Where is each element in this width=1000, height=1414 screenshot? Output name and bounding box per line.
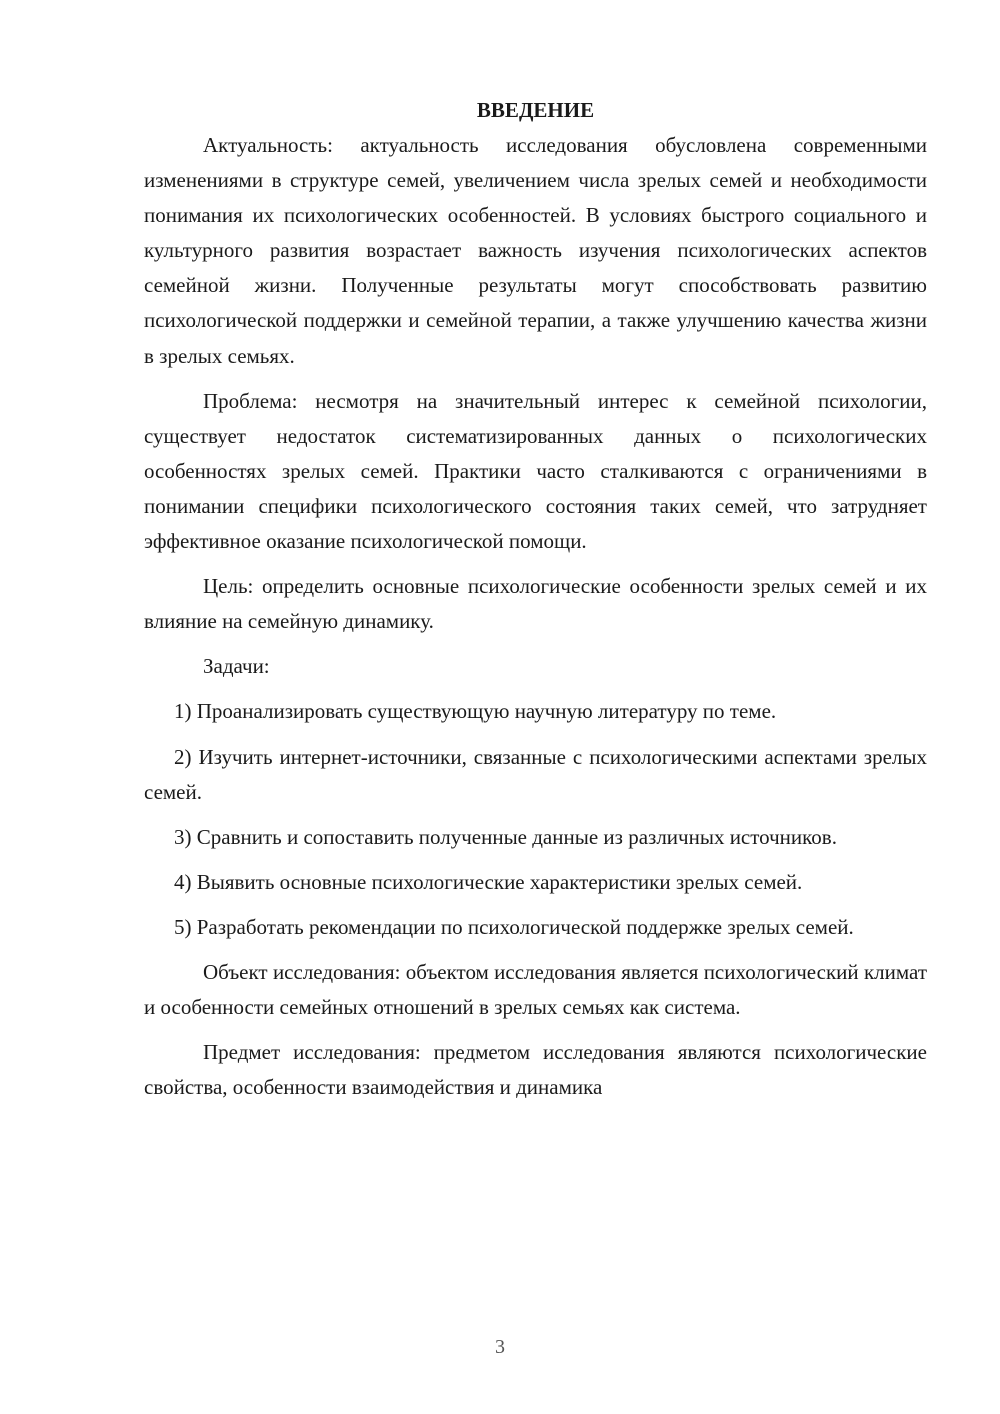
section-title: ВВЕДЕНИЕ <box>476 98 595 122</box>
object-paragraph: Объект исследования: объектом исследования является психологический климат и особенности семейных отношений в зрелых семьях как система. <box>144 959 927 1020</box>
problem-paragraph: Проблема: несмотря на значительный интерес к семейной психологии, существует недостаток систематизированных данных о психологических особенностях зрелых семей. Практики часто сталкиваются с ограничениями в понимании специфики психологического состояния таких семей, что затрудняет эффективное оказание психологической помощи. <box>144 388 927 554</box>
task-item-5: 5) Разработать рекомендации по психологической поддержке зрелых семей. <box>174 914 854 939</box>
tasks-heading: Задачи: <box>203 654 270 679</box>
task-item-3: 3) Сравнить и сопоставить полученные данные из различных источников. <box>174 824 837 849</box>
task-item-2: 2) Изучить интернет-источники, связанные с психологическими аспектами зрелых семей. <box>144 744 927 804</box>
subject-paragraph: Предмет исследования: предметом исследования являются психологические свойства, особенности взаимодействия и динамика <box>144 1040 927 1100</box>
goal-paragraph: Цель: определить основные психологические особенности зрелых семей и их влияние на семейную динамику. <box>144 574 927 634</box>
page-number: 3 <box>495 1336 505 1358</box>
task-item-4: 4) Выявить основные психологические характеристики зрелых семей. <box>174 869 803 894</box>
task-item-1: 1) Проанализировать существующую научную литературу по теме. <box>174 699 777 724</box>
document-page <box>144 93 927 1105</box>
relevance-paragraph: Актуальность: актуальность исследования обусловлена современными изменениями в структуре семей, увеличением числа зрелых семей и необходимости понимания их психологических особенностей. В условиях быстрого социального и культурного развития возрастает важность изучения психологических аспектов семейной жизни. Полученные результаты могут способствовать развитию психологической поддержки и семейной терапии, а также улучшению качества жизни в зрелых семьях. <box>144 133 927 368</box>
